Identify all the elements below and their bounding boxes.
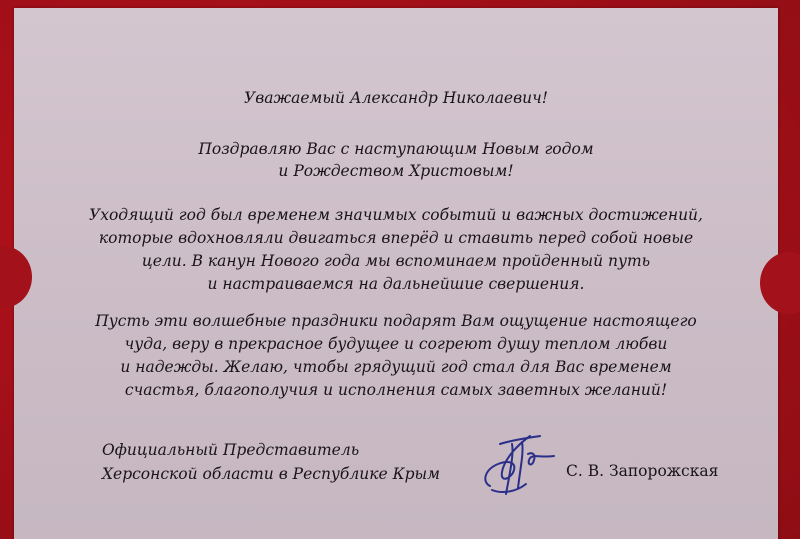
signatory-title-line: Официальный Представитель bbox=[102, 441, 360, 459]
paragraph-line: цели. В канун Нового года мы вспоминаем пройденный путь bbox=[141, 252, 651, 270]
paragraph-line: Пусть эти волшебные праздники подарят Вам ощущение настоящего bbox=[95, 312, 697, 330]
paragraph-line: которые вдохновляли двигаться вперёд и ставить перед собой новые bbox=[98, 229, 694, 247]
salutation bbox=[14, 89, 778, 107]
salutation-line: Уважаемый Александр Николаевич! bbox=[244, 89, 548, 107]
body-paragraph-1 bbox=[14, 204, 778, 296]
signatory-title-line: Херсонской области в Республике Крым bbox=[102, 465, 440, 483]
paragraph-line: и настраиваемся на дальнейшие свершения. bbox=[207, 275, 585, 293]
signatory-name: С. В. Запорожская bbox=[566, 462, 719, 480]
congratulations-paragraph bbox=[14, 138, 778, 182]
paragraph-line: чуда, веру в прекрасное будущее и согреют душу теплом любви bbox=[124, 335, 668, 353]
congrats-line: Поздравляю Вас с наступающим Новым годом bbox=[198, 140, 594, 158]
paragraph-line: счастья, благополучия и исполнения самых заветных желаний! bbox=[124, 381, 668, 399]
paragraph-line: и надежды. Желаю, чтобы грядущий год стал для Вас временем bbox=[120, 358, 672, 376]
congrats-line: и Рождеством Христовым! bbox=[278, 162, 514, 180]
paragraph-line: Уходящий год был временем значимых событий и важных достижений, bbox=[89, 206, 703, 224]
greeting-card bbox=[14, 8, 778, 539]
signatory-title bbox=[102, 438, 440, 486]
handwritten-signature bbox=[472, 424, 562, 504]
body-paragraph-2 bbox=[14, 310, 778, 402]
